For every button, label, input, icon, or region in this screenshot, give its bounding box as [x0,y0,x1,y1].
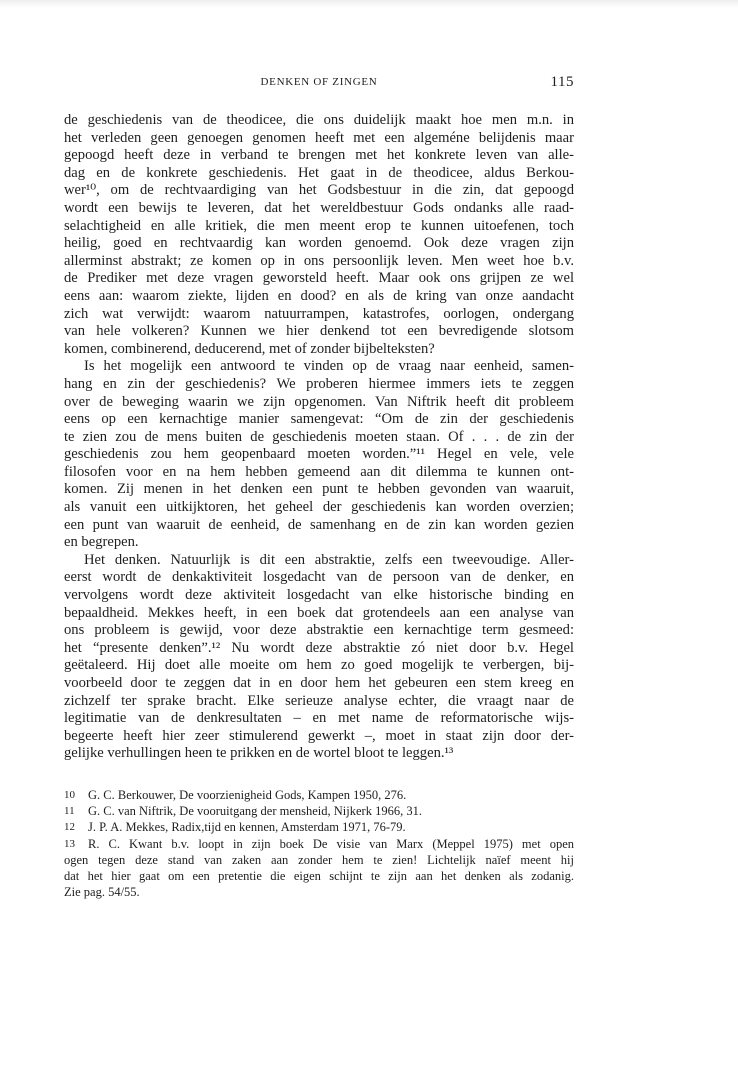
text-line: Het denken. Natuurlijk is dit een abstraktie, zelfs een tweevoudige. Aller- [84,551,574,568]
text-line: eens aan: waarom ziekte, lijden en dood? en als de kring van onze aandacht [64,287,574,304]
footnote-text: G. C. van Niftrik, De vooruitgang der mensheid, Nijkerk 1966, 31. [88,804,422,819]
paragraph [64,112,574,358]
text-line: heilig, goed en rechtvaardig kan worden genoemd. Ook deze vragen zijn [64,235,574,252]
footnote-number: 11 [64,805,75,818]
text-line: over de beweging waarin we zijn opgenomen. Van Niftrik heeft dit probleem [64,393,574,410]
body-text [64,112,574,763]
text-line: zich wat verwijdt: waarom natuurrampen, katastrofes, oorlogen, ondergang [64,305,574,322]
text-line: het verleden geen genoegen genomen heeft met een algeméne belijdenis maar [64,129,574,146]
footnote-line: R. C. Kwant b.v. loopt in zijn boek De visie van Marx (Meppel 1975) met open [88,836,574,851]
text-line: eens op een kernachtige manier samengevat: “Om de zin der geschiedenis [64,411,574,428]
text-line: bepaaldheid. Mekkes heeft, in een boek dat grotendeels aan een analyse van [64,604,574,621]
text-line: geëtaleerd. Hij doet alle moeite om hem zo goed mogelijk te verbergen, bij- [64,657,574,674]
footnote-number: 13 [64,837,75,850]
text-line: wordt een bewijs te leveren, dat het wereldbestuur Gods ondanks alle raad- [64,199,574,216]
footnote-line: dat het hier gaat om een pretentie die eigen schijnt te zijn aan het denken als zodanig. [64,869,574,884]
footnote-line: ogen tegen deze stand van zaken aan zonder hem te zien! Lichtelijk naïef meent hij [64,852,574,867]
text-line: gelijke verhullingen heen te prikken en de wortel bloot te leggen.¹³ [64,745,454,762]
text-line: een punt van waaruit de eenheid, de samenhang en de zin kan worden gezien [64,516,574,533]
footnote [64,836,574,901]
scan-edge [0,0,738,8]
footnotes [64,787,574,900]
text-line: de Prediker met deze vragen geworsteld heeft. Maar ook ons grijpen ze wel [64,270,574,287]
running-header [64,76,574,94]
page-number: 115 [550,74,574,90]
footnote [64,803,574,819]
text-line: filosofen voor en na hem hebben gemeend aan dit dilemma te kunnen ont- [64,463,574,480]
text-line: ons probleem is gewijd, voor deze abstraktie een kernachtige term gesmeed: [64,622,574,639]
text-line: allerminst abstrakt; ze komen op in ons persoonlijk leven. Men weet hoe b.v. [64,252,574,269]
footnote-text: J. P. A. Mekkes, Radix,tijd en kennen, Amsterdam 1971, 76-79. [88,820,406,835]
text-line: komen, combinerend, deducerend, met of zonder bijbelteksten? [64,340,435,357]
text-line: selachtigheid en alle kritiek, die men meent erop te kunnen uitoefenen, toch [64,217,574,234]
text-line: en begrepen. [64,534,139,551]
footnote-number: 12 [64,821,75,834]
text-line: de geschiedenis van de theodicee, die ons duidelijk maakt hoe men m.n. in [64,112,574,128]
text-line: van hele volkeren? Kunnen we hier denkend tot een bevredigende slotsom [64,323,574,340]
text-line: komen. Zij menen in het denken een punt te hebben gevonden van waaruit, [64,481,574,498]
text-line: voorbeeld door te zeggen dat in en door hem het gebeuren een stem kreeg en [64,675,574,691]
footnote [64,819,574,835]
running-title: DENKEN OF ZINGEN [260,76,378,88]
footnote [64,787,574,803]
text-line: hang en zin der geschiedenis? We proberen hiermee immers iets te zeggen [64,375,574,392]
text-line: vervolgens wordt deze aktiviteit losgedacht van elke historische binding en [64,587,574,604]
text-line: geschiedenis zou hem geopenbaard moeten worden.”¹¹ Hegel en vele, vele [64,446,574,463]
text-line: eerst wordt de denkaktiviteit losgedacht van de persoon van de denker, en [64,569,574,586]
text-line: legitimatie van de denkresultaten – en met name de reformatorische wijs- [64,710,574,727]
text-line: het “presente denken”.¹² Nu wordt deze abstraktie zó niet door b.v. Hegel [64,639,574,656]
text-line: als vanuit een uitkijktoren, het geheel der geschiedenis kan worden overzien; [64,499,574,516]
footnote-text: G. C. Berkouwer, De voorzienigheid Gods, Kampen 1950, 276. [88,788,407,802]
footnote-line: Zie pag. 54/55. [64,885,140,900]
text-line: wer¹⁰, om de rechtvaardiging van het Godsbestuur in die zin, dat gepoogd [64,182,574,199]
text-line: gepoogd heeft deze in verband te brengen met het konkrete leven van alle- [64,147,574,164]
text-line: te zien zou de mens buiten de geschiedenis moeten staan. Of . . . de zin der [64,428,574,445]
paragraph [64,552,574,763]
text-line: begeerte heeft hier zeer stimulerend gewerkt –, moet in staat zijn door der- [64,727,574,744]
footnote-number: 10 [64,789,75,801]
paragraph [64,358,574,552]
text-line: Is het mogelijk een antwoord te vinden op de vraag naar eenheid, samen- [84,358,574,375]
text-line: dag en de konkrete geschiedenis. Het gaat in de theodicee, aldus Berkou- [64,164,574,181]
text-line: zichzelf ter sprake bracht. Elke serieuze analyse echter, die vraagt naar de [64,692,574,709]
